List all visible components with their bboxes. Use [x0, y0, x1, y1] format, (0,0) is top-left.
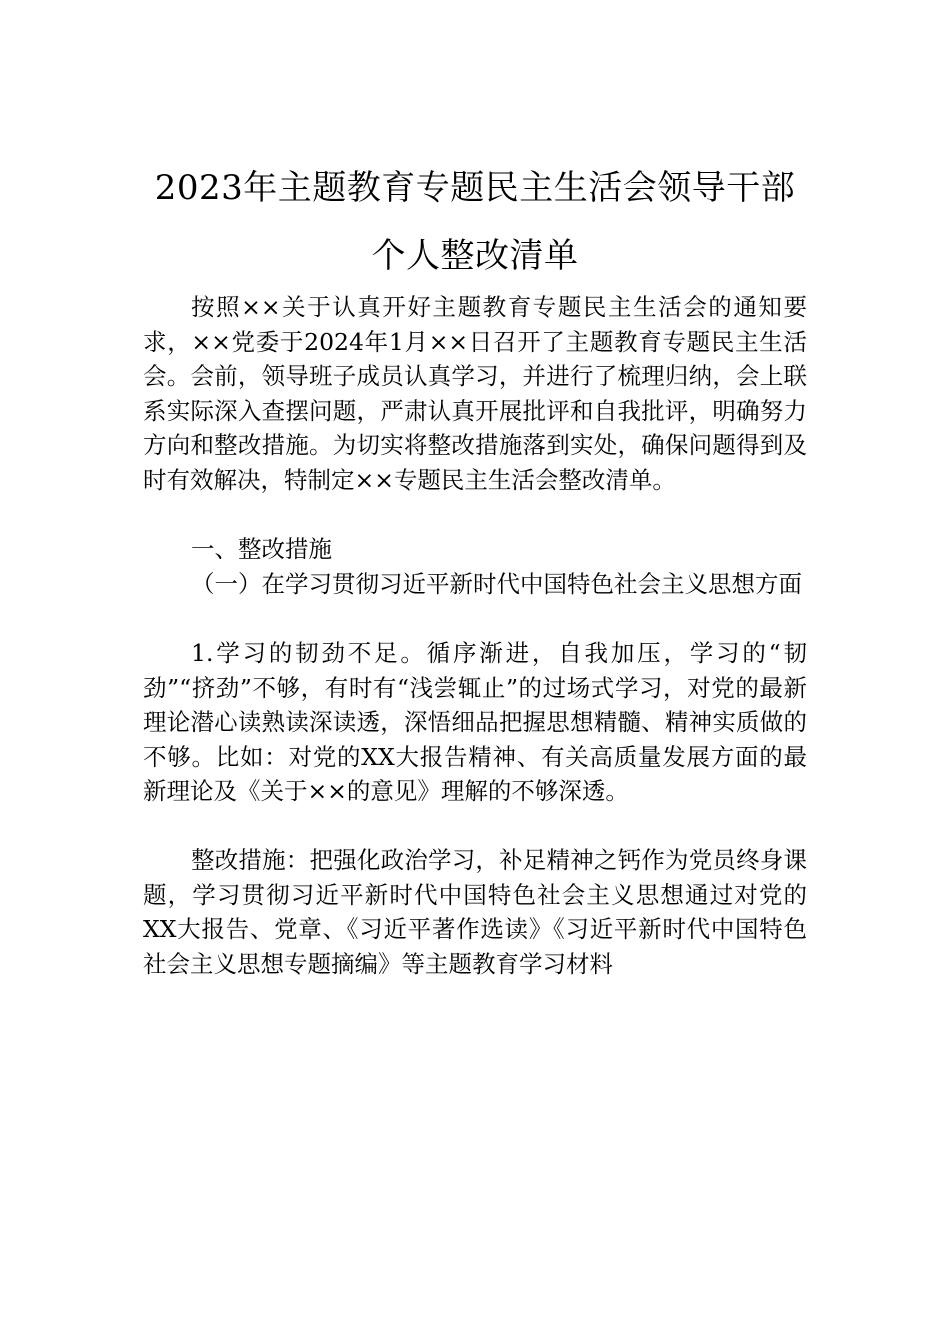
intro-paragraph: 按照××关于认真开好主题教育专题民主生活会的通知要求，××党委于2024年1月××日召开了主题教育专题民主生活会。会前，领导班子成员认真学习，并进行了梳理归纳，会上联系实际深入查摆问题，严肃认真开展批评和自我批评，明确努力方向和整改措施。为切实将整改措施落到实处，确保问题得到及时有效解决，特制定××专题民主生活会整改清单。 [143, 293, 807, 494]
problem-item-1: 1.学习的韧劲不足。循序渐进，自我加压，学习的“韧劲”“挤劲”不够，有时有“浅尝辄止”的过场式学习，对党的最新理论潜心读熟读深读透，深悟细品把握思想精髓、精神实质做的不够。比如：对党的XX大报告精神、有关高质量发展方面的最新理论及《关于××的意见》理解的不够深透。 [143, 639, 807, 805]
rectification-measure-1: 整改措施：把强化政治学习，补足精神之钙作为党员终身课题，学习贯彻习近平新时代中国特色社会主义思想通过对党的XX大报告、党章、《习近平著作选读》《习近平新时代中国特色社会主义思想专题摘编》等主题教育学习材料 [143, 846, 807, 978]
document-title-line-1: 2023年主题教育专题民主生活会领导干部 [154, 168, 796, 208]
subsection-heading: （一）在学习贯彻习近平新时代中国特色社会主义思想方面 [191, 570, 802, 598]
document-title-line-2: 个人整改清单 [371, 236, 579, 276]
section-heading: 一、整改措施 [191, 535, 332, 563]
